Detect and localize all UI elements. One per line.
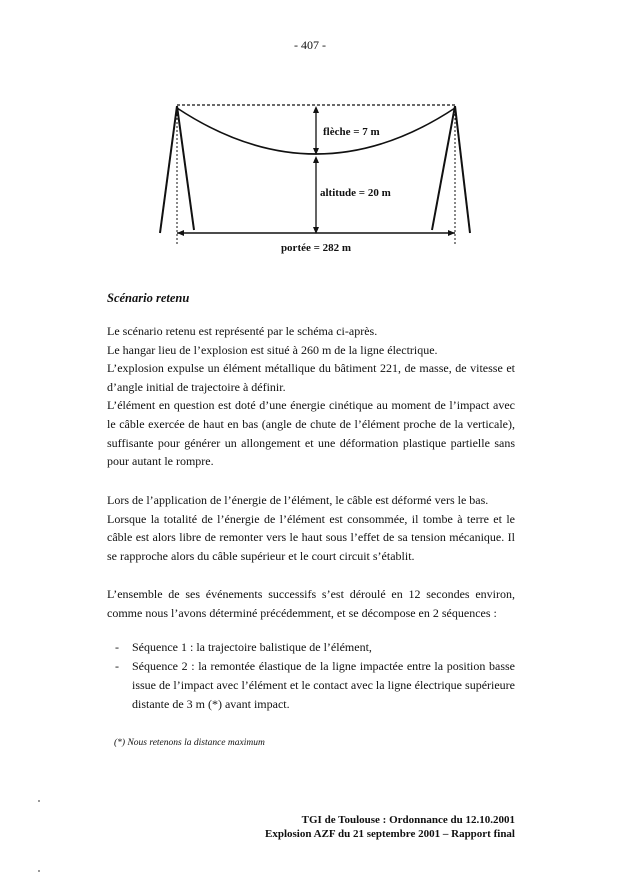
paragraph-5: Lors de l’application de l’énergie de l’élément, le câble est déformé vers le bas. (107, 493, 489, 507)
list-item (107, 657, 515, 714)
label-fleche: flèche = 7 m (323, 126, 380, 138)
list-item (107, 638, 515, 657)
paragraph-2: Le hangar lieu de l’explosion est situé à 260 m de la ligne électrique. (107, 342, 438, 357)
paragraph-1: Le scénario retenu est représenté par le schéma ci-après. (107, 324, 378, 338)
sag-arrow-head-top (313, 106, 319, 113)
paragraph-4: L’élément en question est doté d’une énergie cinétique au moment de l’impact avec le câble exercée de haut en bas (angle de chute de l’élément proche de la verticale), suffisante pour générer un allongement et une déformation plastique partielle sans pour autant le rompre. (107, 398, 515, 469)
paragraph-7: L’ensemble de ses événements successifs s’est déroulé en 12 secondes environ, comme nous l’avons déterminé précédemment, et se décompose en 2 séquences : (107, 587, 515, 620)
label-altitude: altitude = 20 m (320, 187, 391, 199)
scan-speck (38, 800, 40, 802)
scan-speck (38, 870, 40, 872)
label-portee: portée = 282 m (280, 242, 352, 254)
right-pylon-leg-inner (432, 106, 455, 230)
span-arrow-left (177, 230, 184, 236)
right-pylon-leg-outer (455, 106, 470, 233)
list-item-text: Séquence 1 : la trajectoire balistique de l’élément, (132, 640, 372, 654)
list-dash: - (115, 640, 119, 654)
span-arrow-right (448, 230, 455, 236)
left-pylon-leg-inner (177, 106, 194, 230)
body-block-3 (107, 585, 515, 622)
sequence-list (107, 638, 515, 714)
page-number: - 407 - (294, 38, 326, 52)
body-block-1 (107, 322, 515, 471)
footer (265, 813, 515, 841)
footer-line-1: TGI de Toulouse : Ordonnance du 12.10.2001 (301, 814, 515, 826)
altitude-arrow-head-top (313, 156, 319, 163)
paragraph-6: Lorsque la totalité de l’énergie de l’élément est consommée, il tombe à terre et le câble est alors libre de remonter vers le haut sous l’effet de sa tension mécanique. Il se rapproche alors du câble supérieur et le court circuit s’établit. (107, 511, 515, 563)
cable-diagram (150, 100, 480, 260)
section-title: Scénario retenu (107, 291, 190, 305)
list-item-text: Séquence 2 : la remontée élastique de la ligne impactée entre la position basse issue de l’impact avec l’élément et le contact avec la ligne électrique supérieure distante de 3 m (*) avant impact. (132, 659, 515, 711)
list-dash: - (115, 659, 119, 673)
footnote: (*) Nous retenons la distance maximum (114, 738, 265, 748)
body-block-2 (107, 491, 515, 565)
footer-line-2: Explosion AZF du 21 septembre 2001 – Rapport final (265, 828, 515, 840)
left-pylon-leg-outer (160, 106, 177, 233)
paragraph-3: L’explosion expulse un élément métallique du bâtiment 221, de masse, de vitesse et d’angle initial de trajectoire à définir. (107, 361, 515, 394)
